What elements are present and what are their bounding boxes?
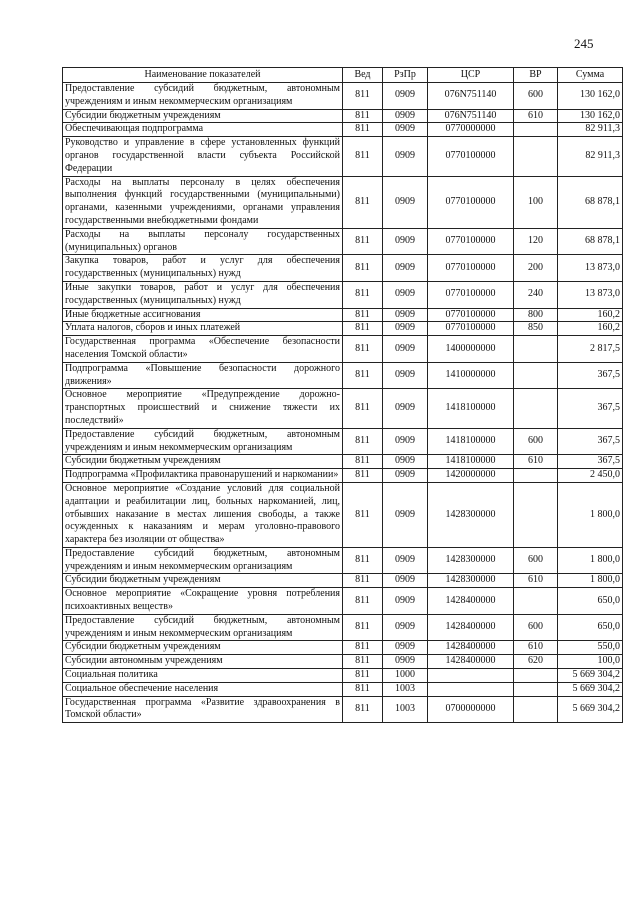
table-row	[63, 322, 623, 336]
cell-rzpr: 0909	[383, 641, 428, 655]
cell-csr	[428, 682, 514, 696]
cell-sum: 100,0	[558, 655, 623, 669]
cell-csr: 1428400000	[428, 655, 514, 669]
cell-sum: 13 873,0	[558, 281, 623, 308]
table-row	[63, 574, 623, 588]
cell-name: Иные бюджетные ассигнования	[63, 308, 343, 322]
cell-name: Предоставление субсидий бюджетным, автономным учреждениям и иным некоммерческим организациям	[63, 547, 343, 574]
cell-csr: 0770100000	[428, 176, 514, 228]
column-header-sum: Сумма	[558, 68, 623, 83]
cell-name: Обеспечивающая подпрограмма	[63, 123, 343, 137]
cell-vr	[514, 137, 558, 176]
cell-name: Социальное обеспечение населения	[63, 682, 343, 696]
cell-ved: 811	[343, 482, 383, 547]
cell-vr: 100	[514, 176, 558, 228]
cell-vr	[514, 482, 558, 547]
cell-sum: 2 817,5	[558, 336, 623, 363]
cell-rzpr: 1003	[383, 696, 428, 723]
cell-csr: 1428400000	[428, 588, 514, 615]
table-row	[63, 109, 623, 123]
cell-sum: 5 669 304,2	[558, 682, 623, 696]
table-row	[63, 83, 623, 110]
cell-vr	[514, 682, 558, 696]
table-row	[63, 588, 623, 615]
cell-ved: 811	[343, 641, 383, 655]
cell-rzpr: 1000	[383, 669, 428, 683]
cell-ved: 811	[343, 469, 383, 483]
cell-csr: 1418100000	[428, 455, 514, 469]
cell-name: Субсидии автономным учреждениям	[63, 655, 343, 669]
cell-ved: 811	[343, 336, 383, 363]
cell-csr: 1418100000	[428, 389, 514, 428]
cell-ved: 811	[343, 322, 383, 336]
cell-ved: 811	[343, 123, 383, 137]
table-row	[63, 669, 623, 683]
cell-sum: 650,0	[558, 614, 623, 641]
cell-sum: 650,0	[558, 588, 623, 615]
cell-name: Предоставление субсидий бюджетным, автономным учреждениям и иным некоммерческим организациям	[63, 428, 343, 455]
table-row	[63, 641, 623, 655]
table-row	[63, 176, 623, 228]
cell-sum: 82 911,3	[558, 137, 623, 176]
cell-csr: 076N751140	[428, 109, 514, 123]
cell-csr: 0770100000	[428, 255, 514, 282]
cell-name: Руководство и управление в сфере установленных функций органов государственной власти субъекта Российской Федерации	[63, 137, 343, 176]
cell-rzpr: 0909	[383, 255, 428, 282]
table-row	[63, 228, 623, 255]
cell-rzpr: 0909	[383, 655, 428, 669]
cell-sum: 1 800,0	[558, 482, 623, 547]
table-row	[63, 255, 623, 282]
cell-csr: 1410000000	[428, 362, 514, 389]
cell-ved: 811	[343, 696, 383, 723]
cell-sum: 367,5	[558, 428, 623, 455]
table-row	[63, 362, 623, 389]
cell-sum: 82 911,3	[558, 123, 623, 137]
cell-rzpr: 0909	[383, 176, 428, 228]
cell-rzpr: 0909	[383, 455, 428, 469]
cell-sum: 5 669 304,2	[558, 696, 623, 723]
table-row	[63, 696, 623, 723]
cell-sum: 130 162,0	[558, 109, 623, 123]
cell-rzpr: 0909	[383, 83, 428, 110]
table-row	[63, 137, 623, 176]
table-row	[63, 123, 623, 137]
cell-vr: 610	[514, 455, 558, 469]
cell-vr: 620	[514, 655, 558, 669]
table-row	[63, 614, 623, 641]
cell-ved: 811	[343, 281, 383, 308]
cell-rzpr: 0909	[383, 228, 428, 255]
cell-name: Субсидии бюджетным учреждениям	[63, 641, 343, 655]
cell-csr: 1418100000	[428, 428, 514, 455]
cell-vr	[514, 389, 558, 428]
cell-csr: 1428300000	[428, 482, 514, 547]
table-row	[63, 482, 623, 547]
cell-name: Социальная политика	[63, 669, 343, 683]
cell-sum: 13 873,0	[558, 255, 623, 282]
table-body	[63, 83, 623, 723]
cell-ved: 811	[343, 669, 383, 683]
cell-vr: 610	[514, 574, 558, 588]
cell-csr: 1400000000	[428, 336, 514, 363]
cell-csr: 1420000000	[428, 469, 514, 483]
cell-sum: 367,5	[558, 455, 623, 469]
table-row	[63, 655, 623, 669]
cell-name: Субсидии бюджетным учреждениям	[63, 455, 343, 469]
cell-rzpr: 0909	[383, 428, 428, 455]
cell-rzpr: 0909	[383, 469, 428, 483]
cell-rzpr: 0909	[383, 336, 428, 363]
cell-sum: 367,5	[558, 362, 623, 389]
cell-vr: 600	[514, 83, 558, 110]
cell-rzpr: 0909	[383, 109, 428, 123]
column-header-ved: Вед	[343, 68, 383, 83]
cell-name: Расходы на выплаты персоналу государственных (муниципальных) органов	[63, 228, 343, 255]
cell-ved: 811	[343, 655, 383, 669]
cell-sum: 550,0	[558, 641, 623, 655]
cell-rzpr: 0909	[383, 137, 428, 176]
cell-rzpr: 0909	[383, 588, 428, 615]
cell-csr: 1428400000	[428, 641, 514, 655]
cell-sum: 160,2	[558, 308, 623, 322]
cell-name: Подпрограмма «Повышение безопасности дорожного движения»	[63, 362, 343, 389]
table-row	[63, 682, 623, 696]
column-header-name: Наименование показателей	[63, 68, 343, 83]
cell-ved: 811	[343, 255, 383, 282]
cell-vr	[514, 336, 558, 363]
cell-vr	[514, 696, 558, 723]
cell-rzpr: 0909	[383, 123, 428, 137]
cell-rzpr: 0909	[383, 308, 428, 322]
cell-rzpr: 0909	[383, 614, 428, 641]
cell-vr: 610	[514, 109, 558, 123]
table-row	[63, 281, 623, 308]
table-row	[63, 455, 623, 469]
cell-csr: 0770100000	[428, 281, 514, 308]
cell-vr	[514, 123, 558, 137]
cell-name: Субсидии бюджетным учреждениям	[63, 109, 343, 123]
cell-rzpr: 0909	[383, 574, 428, 588]
cell-sum: 160,2	[558, 322, 623, 336]
cell-sum: 1 800,0	[558, 574, 623, 588]
cell-vr	[514, 669, 558, 683]
cell-name: Расходы на выплаты персоналу в целях обеспечения выполнения функций государственными (муниципальными) органами, казенными учреждениями, органами управления государственными внебюджетными фондами	[63, 176, 343, 228]
header-row	[63, 68, 623, 83]
cell-vr: 200	[514, 255, 558, 282]
cell-name: Основное мероприятие «Создание условий для социальной адаптации и реабилитации лиц, больных наркоманией, лиц, отбывших наказание в местах лишения свободы, а также осужденных к наказаниям и мерам уголовно-правового характера без изоляции от общества»	[63, 482, 343, 547]
cell-sum: 68 878,1	[558, 176, 623, 228]
table-row	[63, 469, 623, 483]
cell-vr: 600	[514, 428, 558, 455]
cell-ved: 811	[343, 428, 383, 455]
cell-vr: 610	[514, 641, 558, 655]
table-row	[63, 336, 623, 363]
cell-csr: 0770100000	[428, 308, 514, 322]
cell-name: Основное мероприятие «Сокращение уровня потребления психоактивных веществ»	[63, 588, 343, 615]
cell-rzpr: 0909	[383, 281, 428, 308]
table-row	[63, 389, 623, 428]
cell-vr: 800	[514, 308, 558, 322]
cell-ved: 811	[343, 308, 383, 322]
cell-vr	[514, 588, 558, 615]
column-header-csr: ЦСР	[428, 68, 514, 83]
cell-vr: 120	[514, 228, 558, 255]
cell-vr	[514, 362, 558, 389]
cell-sum: 367,5	[558, 389, 623, 428]
cell-name: Иные закупки товаров, работ и услуг для обеспечения государственных (муниципальных) нужд	[63, 281, 343, 308]
cell-csr	[428, 669, 514, 683]
table-row	[63, 547, 623, 574]
cell-ved: 811	[343, 176, 383, 228]
cell-csr: 0770100000	[428, 137, 514, 176]
cell-csr: 1428400000	[428, 614, 514, 641]
cell-vr: 600	[514, 614, 558, 641]
cell-name: Предоставление субсидий бюджетным, автономным учреждениям и иным некоммерческим организациям	[63, 614, 343, 641]
cell-rzpr: 0909	[383, 547, 428, 574]
cell-ved: 811	[343, 614, 383, 641]
cell-name: Субсидии бюджетным учреждениям	[63, 574, 343, 588]
cell-rzpr: 0909	[383, 322, 428, 336]
cell-name: Основное мероприятие «Предупреждение дорожно-транспортных происшествий и снижение тяжести их последствий»	[63, 389, 343, 428]
cell-csr: 0770100000	[428, 322, 514, 336]
column-header-rzpr: РзПр	[383, 68, 428, 83]
cell-sum: 2 450,0	[558, 469, 623, 483]
cell-ved: 811	[343, 389, 383, 428]
cell-csr: 0770100000	[428, 228, 514, 255]
cell-ved: 811	[343, 362, 383, 389]
cell-csr: 0770000000	[428, 123, 514, 137]
cell-sum: 5 669 304,2	[558, 669, 623, 683]
cell-rzpr: 0909	[383, 362, 428, 389]
column-header-vr: ВР	[514, 68, 558, 83]
table-row	[63, 308, 623, 322]
cell-vr: 240	[514, 281, 558, 308]
cell-csr: 1428300000	[428, 574, 514, 588]
cell-sum: 130 162,0	[558, 83, 623, 110]
cell-name: Государственная программа «Развитие здравоохранения в Томской области»	[63, 696, 343, 723]
cell-vr: 600	[514, 547, 558, 574]
cell-ved: 811	[343, 228, 383, 255]
cell-rzpr: 1003	[383, 682, 428, 696]
table-header	[63, 68, 623, 83]
cell-name: Подпрограмма «Профилактика правонарушений и наркомании»	[63, 469, 343, 483]
budget-table	[62, 67, 623, 723]
cell-vr	[514, 469, 558, 483]
cell-name: Предоставление субсидий бюджетным, автономным учреждениям и иным некоммерческим организациям	[63, 83, 343, 110]
cell-ved: 811	[343, 455, 383, 469]
cell-ved: 811	[343, 83, 383, 110]
table-row	[63, 428, 623, 455]
cell-csr: 1428300000	[428, 547, 514, 574]
cell-ved: 811	[343, 547, 383, 574]
cell-ved: 811	[343, 682, 383, 696]
cell-name: Уплата налогов, сборов и иных платежей	[63, 322, 343, 336]
cell-rzpr: 0909	[383, 482, 428, 547]
cell-ved: 811	[343, 574, 383, 588]
cell-vr: 850	[514, 322, 558, 336]
cell-name: Закупка товаров, работ и услуг для обеспечения государственных (муниципальных) нужд	[63, 255, 343, 282]
cell-sum: 1 800,0	[558, 547, 623, 574]
cell-ved: 811	[343, 109, 383, 123]
cell-csr: 0700000000	[428, 696, 514, 723]
cell-sum: 68 878,1	[558, 228, 623, 255]
cell-ved: 811	[343, 588, 383, 615]
cell-rzpr: 0909	[383, 389, 428, 428]
cell-name: Государственная программа «Обеспечение безопасности населения Томской области»	[63, 336, 343, 363]
cell-ved: 811	[343, 137, 383, 176]
page-number: 245	[574, 36, 594, 51]
cell-csr: 076N751140	[428, 83, 514, 110]
